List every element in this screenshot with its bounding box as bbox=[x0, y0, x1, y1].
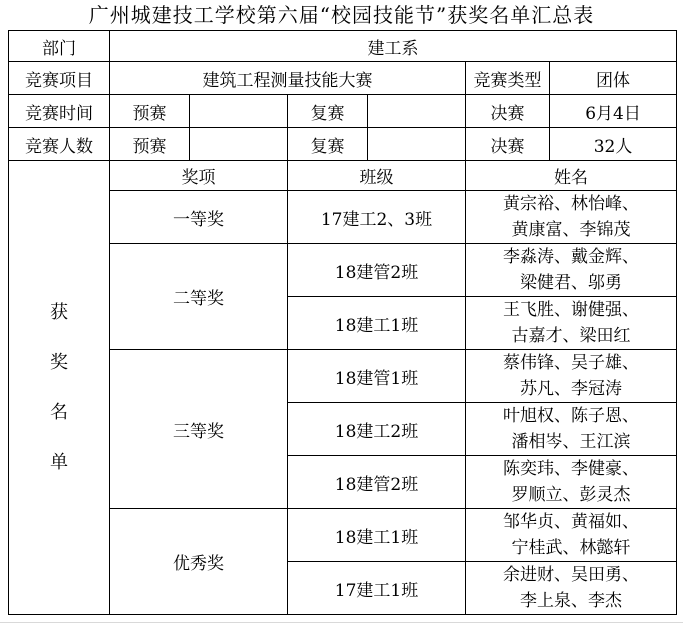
type-label: 竞赛类型 bbox=[466, 62, 550, 95]
winner-names bbox=[466, 191, 677, 244]
table-row bbox=[9, 191, 677, 244]
awards-table bbox=[8, 30, 677, 615]
sheet-gridline bbox=[0, 622, 683, 633]
winners-label-char: 单 bbox=[50, 451, 68, 473]
time-final-value: 6月4日 bbox=[550, 95, 677, 128]
winner-names-line: 黄康富、李锦茂 bbox=[511, 220, 631, 240]
count-final-value: 32人 bbox=[550, 128, 677, 161]
table-row bbox=[9, 509, 677, 562]
winner-names-line: 陈奕玮、李健豪、 bbox=[503, 459, 640, 479]
count-rematch-label: 复赛 bbox=[288, 128, 368, 161]
count-rematch-value bbox=[368, 128, 466, 161]
class-name: 18建管1班 bbox=[288, 350, 466, 403]
class-name: 17建工1班 bbox=[288, 562, 466, 615]
winner-names-line: 古嘉才、梁田红 bbox=[511, 326, 631, 346]
winner-names bbox=[466, 403, 677, 456]
time-rematch-value bbox=[368, 95, 466, 128]
winners-label-char: 获 bbox=[50, 301, 68, 323]
class-name: 17建工2、3班 bbox=[288, 191, 466, 244]
winner-names-line: 李淼涛、戴金辉、 bbox=[503, 247, 640, 267]
time-final-label: 决赛 bbox=[466, 95, 550, 128]
winner-names bbox=[466, 297, 677, 350]
header-class: 班级 bbox=[288, 161, 466, 191]
time-prelim-label: 预赛 bbox=[110, 95, 190, 128]
winner-names-line: 潘相岑、王江滨 bbox=[511, 432, 631, 452]
award-level: 二等奖 bbox=[110, 244, 288, 350]
winner-names bbox=[466, 244, 677, 297]
class-name: 18建工1班 bbox=[288, 297, 466, 350]
winner-names-line: 罗顺立、彭灵杰 bbox=[511, 485, 631, 505]
winner-names-line: 李上泉、李杰 bbox=[520, 591, 623, 611]
type-value: 团体 bbox=[550, 62, 677, 95]
count-label: 竞赛人数 bbox=[9, 128, 110, 161]
winner-names-line: 王飞胜、谢健强、 bbox=[503, 300, 640, 320]
award-level: 优秀奖 bbox=[110, 509, 288, 615]
department-label: 部门 bbox=[9, 31, 110, 62]
project-value: 建筑工程测量技能大赛 bbox=[110, 62, 466, 95]
table-row bbox=[9, 244, 677, 297]
winner-names-line: 苏凡、李冠涛 bbox=[520, 379, 623, 399]
winners-list-label bbox=[9, 161, 110, 615]
award-level: 三等奖 bbox=[110, 350, 288, 509]
header-award: 奖项 bbox=[110, 161, 288, 191]
count-final-label: 决赛 bbox=[466, 128, 550, 161]
winner-names bbox=[466, 456, 677, 509]
winners-label-char: 名 bbox=[50, 401, 68, 423]
winner-names-line: 梁健君、邬勇 bbox=[520, 273, 623, 293]
winner-names-line: 邹华贞、黄福如、 bbox=[503, 512, 640, 532]
table-row bbox=[9, 350, 677, 403]
class-name: 18建工1班 bbox=[288, 509, 466, 562]
time-rematch-label: 复赛 bbox=[288, 95, 368, 128]
time-label: 竞赛时间 bbox=[9, 95, 110, 128]
winner-names-line: 黄宗裕、林怡峰、 bbox=[503, 194, 640, 214]
class-name: 18建管2班 bbox=[288, 456, 466, 509]
count-prelim-label: 预赛 bbox=[110, 128, 190, 161]
winner-names-line: 蔡伟锋、吴子雄、 bbox=[503, 353, 640, 373]
winner-names bbox=[466, 350, 677, 403]
page-title: 广州城建技工学校第六届“校园技能节”获奖名单汇总表 bbox=[88, 3, 595, 27]
winner-names-line: 叶旭权、陈子恩、 bbox=[503, 406, 640, 426]
winner-names bbox=[466, 562, 677, 615]
winners-label-char: 奖 bbox=[50, 351, 68, 373]
time-prelim-value bbox=[190, 95, 288, 128]
winner-names-line: 宁桂武、林懿轩 bbox=[511, 538, 631, 558]
project-label: 竞赛项目 bbox=[9, 62, 110, 95]
winner-names-line: 余进财、吴田勇、 bbox=[503, 565, 640, 585]
award-level: 一等奖 bbox=[110, 191, 288, 244]
winner-names bbox=[466, 509, 677, 562]
header-names: 姓名 bbox=[466, 161, 677, 191]
class-name: 18建工2班 bbox=[288, 403, 466, 456]
count-prelim-value bbox=[190, 128, 288, 161]
department-value: 建工系 bbox=[110, 31, 677, 62]
class-name: 18建管2班 bbox=[288, 244, 466, 297]
